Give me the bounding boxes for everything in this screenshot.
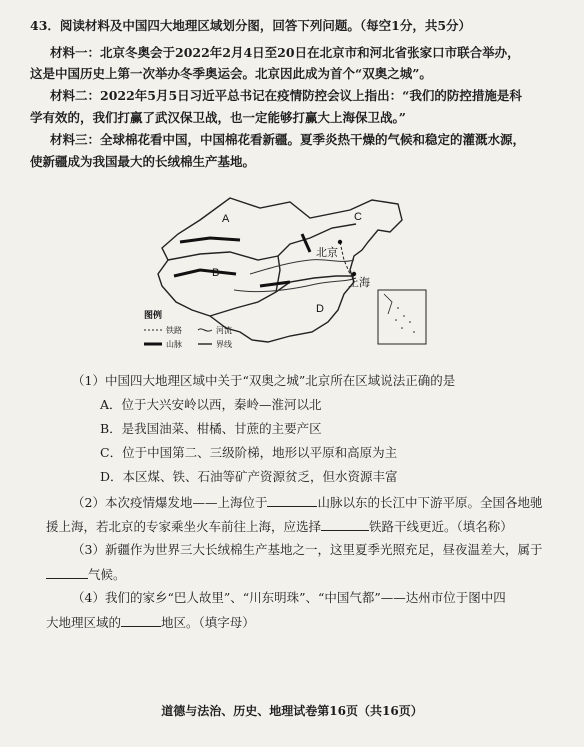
q2-line-1 [72, 494, 542, 511]
q3-line-1: （3）新疆作为世界三大长绒棉生产基地之一，这里夏季光照充足，昼夜温差大，属于 [72, 542, 543, 557]
mountain-range [180, 238, 240, 242]
map-svg [140, 190, 440, 360]
city-label-shanghai: 上海 [348, 276, 370, 289]
city-label-beijing: 北京 [316, 246, 338, 259]
legend-boundary: 界线 [216, 340, 232, 349]
material-1-line-2: 这是中国历史上第一次举办冬季奥运会。北京因此成为首个“双奥之城”。 [30, 66, 432, 81]
south-china-sea-inset [378, 290, 426, 344]
q3-text: 气候。 [88, 567, 126, 582]
mountain-range [174, 270, 236, 276]
legend-river: 河流 [216, 326, 232, 335]
q1-option-a: A．位于大兴安岭以西，秦岭—淮河以北 [100, 397, 322, 412]
material-3-line-1: 材料三：全球棉花看中国，中国棉花看新疆。夏季炎热干燥的气候和稳定的灌溉水源， [50, 132, 526, 147]
q4-text-b: 地区。（填字母） [161, 615, 255, 630]
q2-text-b: 山脉以东的长江中下游平原。全国各地驰 [317, 495, 543, 510]
map-legend [144, 309, 232, 349]
legend-mountain: 山脉 [166, 340, 182, 349]
q4-blank[interactable] [121, 614, 161, 627]
river [234, 278, 356, 292]
china-regions-map [140, 190, 440, 360]
material-1-line-1: 材料一：北京冬奥会于2022年2月4日至20日在北京市和河北省张家口市联合举办， [50, 45, 520, 60]
region-label-d: D [316, 303, 324, 315]
boundary-b-c [276, 256, 280, 292]
material-3-line-2: 使新疆成为我国最大的长绒棉生产基地。 [30, 154, 256, 169]
q1-option-b: B．是我国油菜、柑橘、甘蔗的主要产区 [100, 421, 322, 436]
legend-railway: 铁路 [166, 326, 182, 335]
q2-blank-2[interactable] [321, 518, 369, 531]
beijing-dot [338, 240, 342, 244]
material-2-line-2: 学有效的，我们打赢了武汉保卫战，也一定能够打赢大上海保卫战。” [30, 110, 406, 125]
q4-line-2 [46, 614, 255, 631]
q2-blank-1[interactable] [267, 494, 317, 507]
question-header: 43．阅读材料及中国四大地理区域划分图，回答下列问题。（每空1分，共5分） [30, 18, 472, 33]
q3-line-2 [46, 566, 126, 583]
material-2-line-1: 材料二：2022年5月5日习近平总书记在疫情防控会议上指出：“我们的防控措施是科 [50, 88, 522, 103]
q1-option-d: D．本区煤、铁、石油等矿产资源贫乏，但水资源丰富 [100, 469, 398, 484]
q3-blank[interactable] [46, 566, 88, 579]
page-footer: 道德与法治、历史、地理试卷第16页（共16页） [161, 704, 423, 718]
q4-text-a: 大地理区域的 [46, 615, 122, 630]
q1-stem: （1）中国四大地理区域中关于“双奥之城”北京所在区域说法正确的是 [72, 373, 456, 388]
boundary-b-d [210, 292, 276, 316]
q1-option-c: C．位于中国第二、三级阶梯，地形以平原和高原为主 [100, 445, 398, 460]
mountain-range [302, 234, 310, 252]
q2-line-2 [46, 518, 513, 535]
region-label-c: C [354, 211, 362, 223]
region-label-b: B [212, 267, 220, 279]
river [250, 260, 354, 274]
railway [340, 242, 350, 274]
q2-text-d: 铁路干线更近。（填名称） [369, 519, 513, 534]
q2-text-a: （2）本次疫情爆发地——上海位于 [72, 495, 268, 510]
region-label-a: A [222, 213, 230, 225]
legend-title: 图例 [144, 311, 163, 321]
boundary-a-b [168, 252, 278, 260]
q4-line-1: （4）我们的家乡“巴人故里”、“川东明珠”、“中国气都”——达州市位于图中四 [72, 590, 506, 605]
q2-text-c: 援上海，若北京的专家乘坐火车前往上海，应选择 [46, 519, 322, 534]
